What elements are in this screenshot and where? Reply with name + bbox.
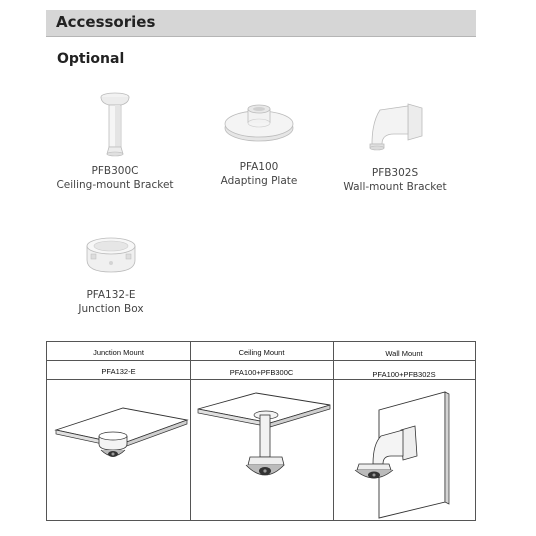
wall-bracket-icon	[360, 100, 430, 160]
table-divider	[47, 360, 475, 361]
table-header-ceiling: Ceiling Mount	[238, 348, 285, 357]
junction-mount-diagram	[51, 400, 189, 490]
product-adapting-plate	[184, 98, 334, 188]
product-name: Wall-mount Bracket	[343, 181, 447, 193]
ceiling-bracket-icon	[95, 88, 135, 160]
product-code: PFB300C	[91, 165, 139, 177]
table-header-junction: Junction Mount	[93, 348, 144, 357]
ceiling-mount-diagram	[194, 389, 332, 499]
product-code: PFA100	[239, 161, 279, 173]
table-header-wall: Wall Mount	[385, 349, 423, 358]
section-title: Accessories	[56, 13, 156, 31]
product-wall-bracket	[320, 100, 470, 194]
product-name: Ceiling-mount Bracket	[56, 179, 174, 191]
wall-mount-diagram	[339, 390, 473, 520]
table-model-wall: PFA100+PFB302S	[372, 370, 436, 379]
mount-table	[46, 341, 476, 521]
product-code: PFB302S	[371, 167, 419, 179]
table-model-ceiling: PFA100+PFB300C	[229, 368, 294, 377]
section-header	[46, 10, 476, 37]
table-divider	[333, 342, 334, 520]
adapting-plate-icon	[221, 98, 297, 160]
junction-box-icon	[81, 232, 141, 278]
subtitle: Optional	[57, 51, 125, 67]
table-divider	[47, 379, 475, 380]
product-name: Junction Box	[78, 303, 144, 315]
product-code: PFA132-E	[86, 289, 136, 301]
product-junction-box	[36, 232, 186, 316]
table-model-junction: PFA132-E	[101, 367, 136, 376]
product-ceiling-bracket	[40, 88, 190, 192]
product-name: Adapting Plate	[220, 175, 298, 187]
